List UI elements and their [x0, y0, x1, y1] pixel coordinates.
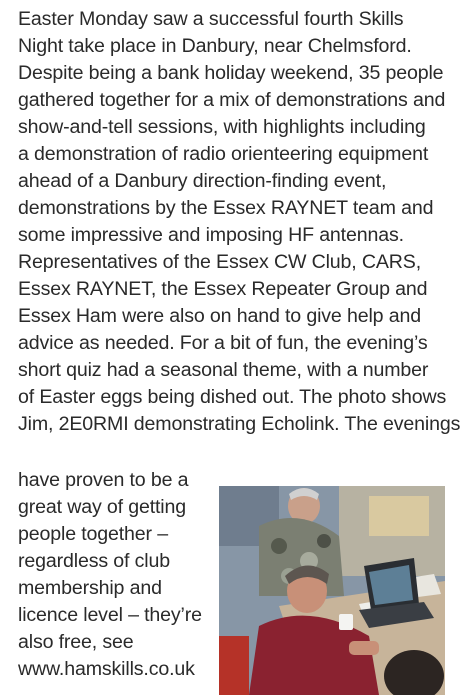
article-line: Essex Ham were also on hand to give help and [18, 305, 421, 327]
article-line: some impressive and imposing HF antennas. [18, 224, 404, 246]
article-line: Jim, 2E0RMI demonstrating Echolink. The evenings [18, 413, 461, 435]
article-line: also free, see [18, 631, 134, 653]
article-line: of Easter eggs being dished out. The photo shows [18, 386, 447, 408]
article-line: Night take place in Danbury, near Chelmsford. [18, 35, 412, 57]
article-line: licence level – they’re [18, 604, 202, 626]
article-photo [219, 486, 445, 695]
article-line: great way of getting [18, 496, 187, 518]
article-line: a demonstration of radio orienteering equipment [18, 143, 429, 165]
article-line: gathered together for a mix of demonstrations and [18, 89, 446, 111]
article-line: demonstrations by the Essex RAYNET team and [18, 197, 434, 219]
article-line: show-and-tell sessions, with highlights including [18, 116, 426, 138]
article-line: Representatives of the Essex CW Club, CARS, [18, 251, 422, 273]
photo-illustration [219, 486, 445, 695]
article-line: people together – [18, 523, 168, 545]
article-line: regardless of club [18, 550, 170, 572]
article-line: Essex RAYNET, the Essex Repeater Group and [18, 278, 428, 300]
article-line: have proven to be a [18, 469, 189, 491]
article-line: Easter Monday saw a successful fourth Skills [18, 8, 404, 30]
article-line: www.hamskills.co.uk [18, 658, 195, 680]
article-line: membership and [18, 577, 162, 599]
article-line: advice as needed. For a bit of fun, the evening’s [18, 332, 428, 354]
article-line: ahead of a Danbury direction-finding event, [18, 170, 387, 192]
article-line: Despite being a bank holiday weekend, 35 people [18, 62, 444, 84]
article-line: short quiz had a seasonal theme, with a number [18, 359, 429, 381]
